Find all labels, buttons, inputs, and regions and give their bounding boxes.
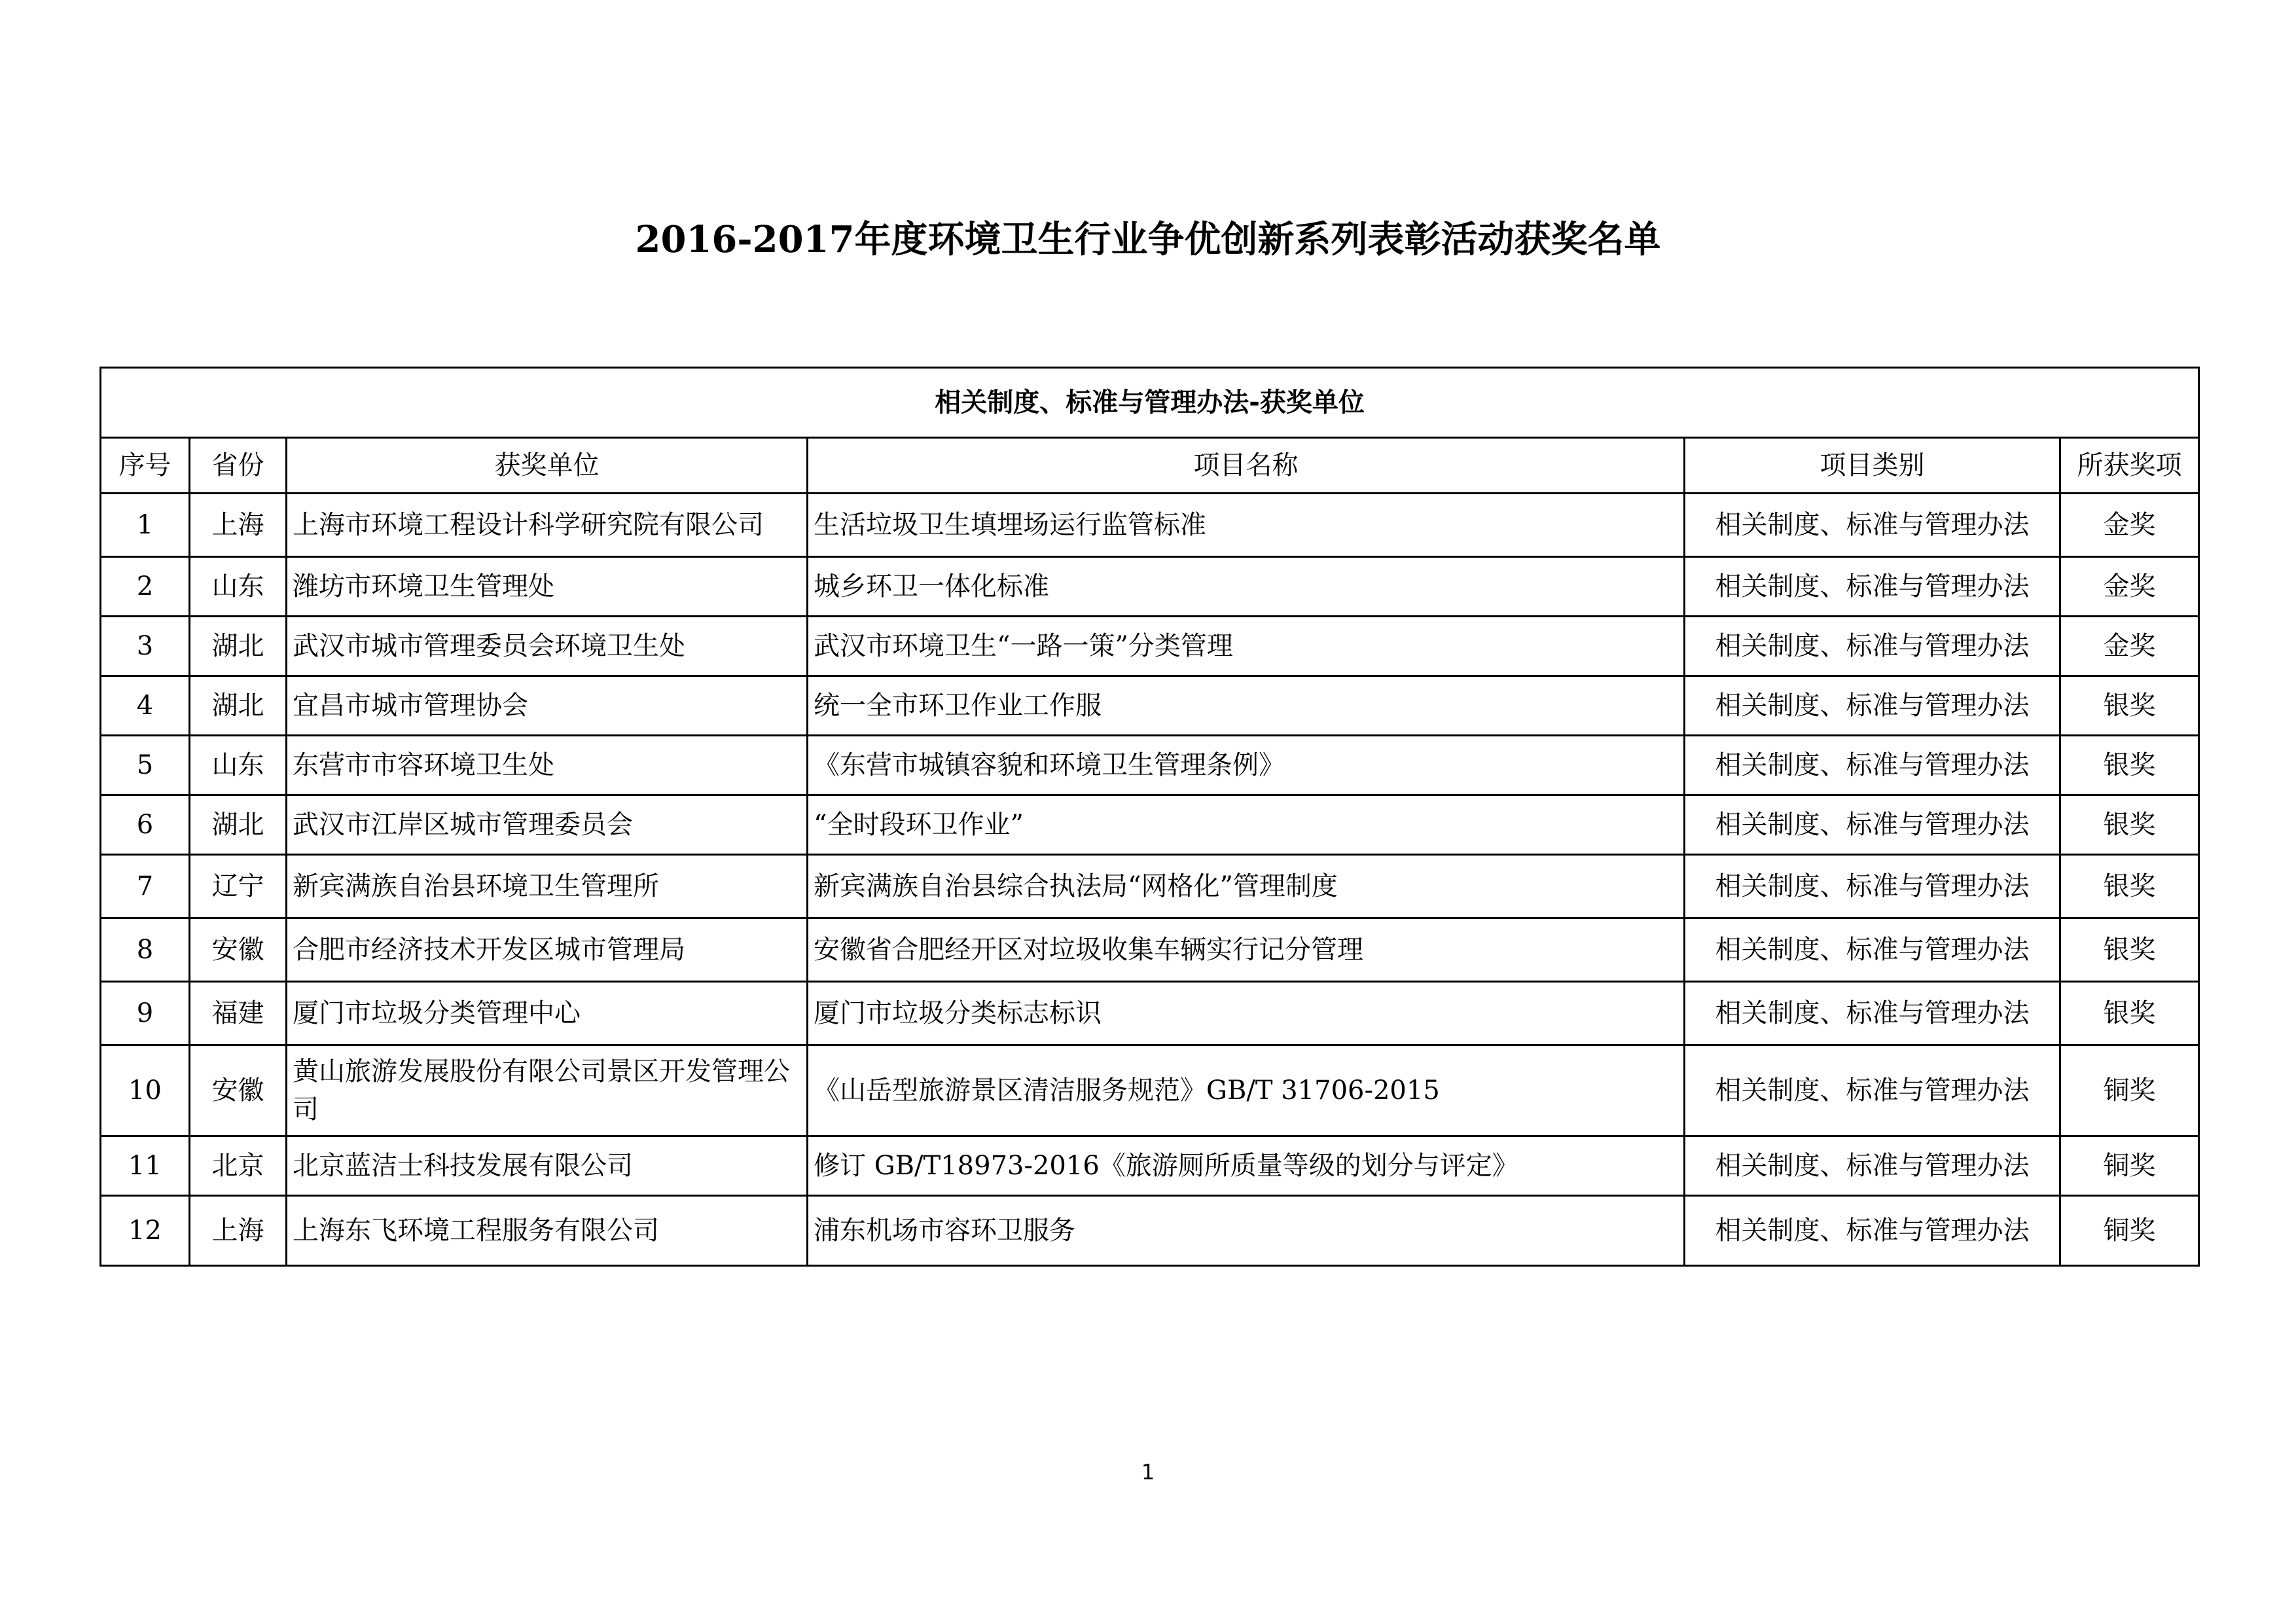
row-unit: 黄山旅游发展股份有限公司景区开发管理公司 xyxy=(287,1045,808,1136)
row-province: 湖北 xyxy=(190,617,287,676)
row-category: 相关制度、标准与管理办法 xyxy=(1685,1196,2060,1266)
section-header-row xyxy=(101,368,2199,438)
row-category: 相关制度、标准与管理办法 xyxy=(1685,1136,2060,1196)
row-index: 12 xyxy=(101,1196,190,1266)
row-project: 武汉市环境卫生“一路一策”分类管理 xyxy=(808,617,1685,676)
row-project: 《东营市城镇容貌和环境卫生管理条例》 xyxy=(808,736,1685,795)
row-index: 7 xyxy=(101,855,190,918)
table-row xyxy=(101,1136,2199,1196)
table-row xyxy=(101,795,2199,855)
row-index: 5 xyxy=(101,736,190,795)
row-index: 6 xyxy=(101,795,190,855)
row-award: 银奖 xyxy=(2060,795,2199,855)
row-province: 山东 xyxy=(190,736,287,795)
row-province: 安徽 xyxy=(190,918,287,982)
table-row xyxy=(101,557,2199,617)
row-unit: 上海东飞环境工程服务有限公司 xyxy=(287,1196,808,1266)
award-table xyxy=(99,367,2200,1267)
row-province: 上海 xyxy=(190,494,287,557)
table-row xyxy=(101,982,2199,1045)
table-row xyxy=(101,617,2199,676)
row-project: “全时段环卫作业” xyxy=(808,795,1685,855)
row-project: 浦东机场市容环卫服务 xyxy=(808,1196,1685,1266)
table-row xyxy=(101,494,2199,557)
row-unit: 新宾满族自治县环境卫生管理所 xyxy=(287,855,808,918)
row-province: 上海 xyxy=(190,1196,287,1266)
page-number: 1 xyxy=(1141,1460,1155,1485)
row-project: 生活垃圾卫生填埋场运行监管标准 xyxy=(808,494,1685,557)
row-index: 9 xyxy=(101,982,190,1045)
row-index: 4 xyxy=(101,676,190,736)
header-unit: 获奖单位 xyxy=(287,438,808,494)
row-province: 北京 xyxy=(190,1136,287,1196)
header-category: 项目类别 xyxy=(1685,438,2060,494)
row-category: 相关制度、标准与管理办法 xyxy=(1685,795,2060,855)
row-category: 相关制度、标准与管理办法 xyxy=(1685,494,2060,557)
row-province: 山东 xyxy=(190,557,287,617)
row-award: 金奖 xyxy=(2060,617,2199,676)
table-row xyxy=(101,1045,2199,1136)
row-project: 统一全市环卫作业工作服 xyxy=(808,676,1685,736)
row-province: 安徽 xyxy=(190,1045,287,1136)
row-unit: 上海市环境工程设计科学研究院有限公司 xyxy=(287,494,808,557)
row-unit: 潍坊市环境卫生管理处 xyxy=(287,557,808,617)
table-row xyxy=(101,918,2199,982)
row-award: 金奖 xyxy=(2060,557,2199,617)
row-award: 铜奖 xyxy=(2060,1196,2199,1266)
row-project: 厦门市垃圾分类标志标识 xyxy=(808,982,1685,1045)
row-index: 11 xyxy=(101,1136,190,1196)
row-unit: 武汉市城市管理委员会环境卫生处 xyxy=(287,617,808,676)
row-award: 金奖 xyxy=(2060,494,2199,557)
row-category: 相关制度、标准与管理办法 xyxy=(1685,617,2060,676)
row-project: 安徽省合肥经开区对垃圾收集车辆实行记分管理 xyxy=(808,918,1685,982)
row-award: 铜奖 xyxy=(2060,1136,2199,1196)
header-project: 项目名称 xyxy=(808,438,1685,494)
header-province: 省份 xyxy=(190,438,287,494)
row-index: 2 xyxy=(101,557,190,617)
row-index: 3 xyxy=(101,617,190,676)
row-project: 新宾满族自治县综合执法局“网格化”管理制度 xyxy=(808,855,1685,918)
row-award: 铜奖 xyxy=(2060,1045,2199,1136)
row-unit: 武汉市江岸区城市管理委员会 xyxy=(287,795,808,855)
row-index: 1 xyxy=(101,494,190,557)
table-row xyxy=(101,855,2199,918)
row-unit: 宜昌市城市管理协会 xyxy=(287,676,808,736)
table-row xyxy=(101,736,2199,795)
header-index: 序号 xyxy=(101,438,190,494)
document-title: 2016-2017年度环境卫生行业争优创新系列表彰活动获奖名单 xyxy=(635,218,1661,261)
row-province: 福建 xyxy=(190,982,287,1045)
row-project: 城乡环卫一体化标准 xyxy=(808,557,1685,617)
row-category: 相关制度、标准与管理办法 xyxy=(1685,1045,2060,1136)
row-category: 相关制度、标准与管理办法 xyxy=(1685,736,2060,795)
row-award: 银奖 xyxy=(2060,676,2199,736)
row-province: 湖北 xyxy=(190,676,287,736)
row-project: 《山岳型旅游景区清洁服务规范》GB/T 31706-2015 xyxy=(808,1045,1685,1136)
row-unit: 北京蓝洁士科技发展有限公司 xyxy=(287,1136,808,1196)
row-category: 相关制度、标准与管理办法 xyxy=(1685,982,2060,1045)
row-category: 相关制度、标准与管理办法 xyxy=(1685,855,2060,918)
section-title: 相关制度、标准与管理办法-获奖单位 xyxy=(101,368,2199,438)
row-category: 相关制度、标准与管理办法 xyxy=(1685,918,2060,982)
table-row xyxy=(101,676,2199,736)
table-row xyxy=(101,1196,2199,1266)
row-award: 银奖 xyxy=(2060,982,2199,1045)
row-award: 银奖 xyxy=(2060,736,2199,795)
row-index: 8 xyxy=(101,918,190,982)
row-unit: 厦门市垃圾分类管理中心 xyxy=(287,982,808,1045)
row-project: 修订 GB/T18973-2016《旅游厕所质量等级的划分与评定》 xyxy=(808,1136,1685,1196)
row-unit: 东营市市容环境卫生处 xyxy=(287,736,808,795)
row-category: 相关制度、标准与管理办法 xyxy=(1685,557,2060,617)
row-category: 相关制度、标准与管理办法 xyxy=(1685,676,2060,736)
column-header-row xyxy=(101,438,2199,494)
header-award: 所获奖项 xyxy=(2060,438,2199,494)
row-index: 10 xyxy=(101,1045,190,1136)
row-unit: 合肥市经济技术开发区城市管理局 xyxy=(287,918,808,982)
row-province: 辽宁 xyxy=(190,855,287,918)
row-province: 湖北 xyxy=(190,795,287,855)
row-award: 银奖 xyxy=(2060,918,2199,982)
row-award: 银奖 xyxy=(2060,855,2199,918)
